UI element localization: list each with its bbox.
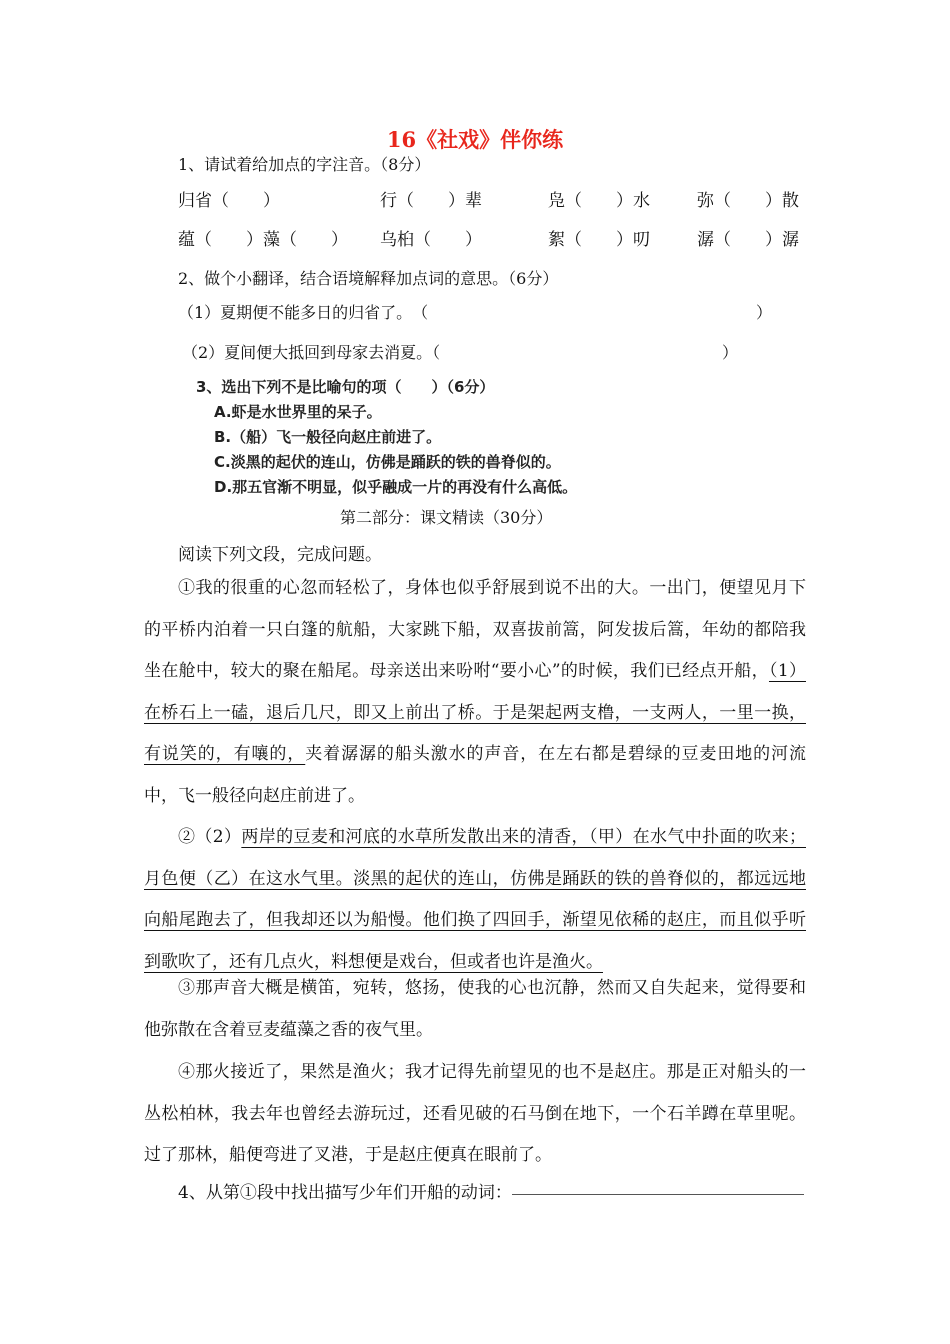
q1-row1-item4: 弥（ ）散 (697, 191, 799, 211)
passage-paragraph-2 (144, 817, 806, 983)
q1-row2-item2: 乌桕（ ） (380, 230, 482, 250)
part2-heading: 第二部分：课文精读（30分） (340, 508, 553, 527)
q2-prompt: 2、做个小翻译，结合语境解释加点词的意思。（6分） (178, 269, 559, 288)
q2-item1: （1）夏期便不能多日的归省了。 （ (178, 303, 429, 322)
paragraph-1-text-a: ①我的很重的心忽而轻松了，身体也似乎舒展到说不出的大。一出门，便望见月下的平桥内泊着一只白篷的航船，大家跳下船，双喜拔前篙，阿发拔后篙，年幼的都陪我坐在舱中，较大的聚在船尾。母亲送出来吩咐“要小心”的时候，我们已经点开船， (144, 578, 806, 681)
q3-option-a: A.虾是水世界里的呆子。 (214, 403, 382, 421)
passage-paragraph-3: ③那声音大概是横笛，宛转，悠扬，使我的心也沉静，然而又自失起来，觉得要和他弥散在含着豆麦蕴藻之香的夜气里。 (144, 978, 806, 1040)
q1-prompt: 1、请试着给加点的字注音。（8分） (178, 155, 431, 174)
paragraph-2-underlined: 两岸的豆麦和河底的水草所发散出来的清香，（甲）在水气中扑面的吹来；月色便（乙）在这水气里。淡黑的起伏的连山，仿佛是踊跃的铁的兽脊似的，都远远地向船尾跑去了，但我却还以为船慢。他们换了四回手，渐望见依稀的赵庄，而且似乎听到歌吹了，还有几点火，料想便是戏台，但或者也许是渔火。 (144, 827, 806, 972)
q3-option-c: C.淡黑的起伏的连山，仿佛是踊跃的铁的兽脊似的。 (214, 453, 561, 471)
q4-answer-blank[interactable] (512, 1176, 804, 1195)
paragraph-1-text-b: 夹着潺潺的船头激水的声音，在左右都是碧绿的豆麦田地的河流中，飞一般径向赵庄前进了。 (144, 744, 806, 806)
q3-option-d: D.那五官渐不明显，似乎融成一片的再没有什么高低。 (214, 478, 578, 496)
q1-row1-item1: 归省（ ） (178, 191, 280, 211)
q2-item1-close: ） (756, 303, 773, 322)
q2-item2-close: ） (722, 343, 739, 362)
paragraph-2-label: ②（2） (178, 827, 242, 847)
q2-item2: （2）夏间便大抵回到母家去消夏。（ (182, 343, 441, 362)
q4-prompt: 4、从第①段中找出描写少年们开船的动词： (178, 1183, 512, 1203)
q3-prompt: 3、选出下列不是比喻句的项（ ）（6分） (196, 378, 495, 396)
q1-row2-item1: 蕴（ ）藻（ ） (178, 230, 348, 250)
q3-option-b: B.（船）飞一般径向赵庄前进了。 (214, 428, 442, 446)
q1-row2-item4: 潺（ ）潺 (697, 230, 799, 250)
q1-row2-item3: 絮（ ）叨 (548, 230, 650, 250)
q1-row1-item3: 凫（ ）水 (548, 191, 650, 211)
passage-paragraph-1 (144, 568, 806, 817)
q1-row1-item2: 行（ ）辈 (380, 191, 482, 211)
reading-instruction: 阅读下列文段，完成问题。 (178, 545, 382, 565)
paragraph-1-underlined: （1）在桥石上一磕，退后几尺，即又上前出了桥。于是架起两支橹，一支两人，一里一换，有说笑的，有嚷的， (144, 661, 806, 764)
page-title: 16《社戏》伴你练 (386, 127, 564, 152)
passage-paragraph-4: ④那火接近了，果然是渔火；我才记得先前望见的也不是赵庄。那是正对船头的一丛松柏林，我去年也曾经去游玩过，还看见破的石马倒在地下，一个石羊蹲在草里呢。过了那林，船便弯进了叉港，于是赵庄便真在眼前了。 (144, 1062, 806, 1165)
